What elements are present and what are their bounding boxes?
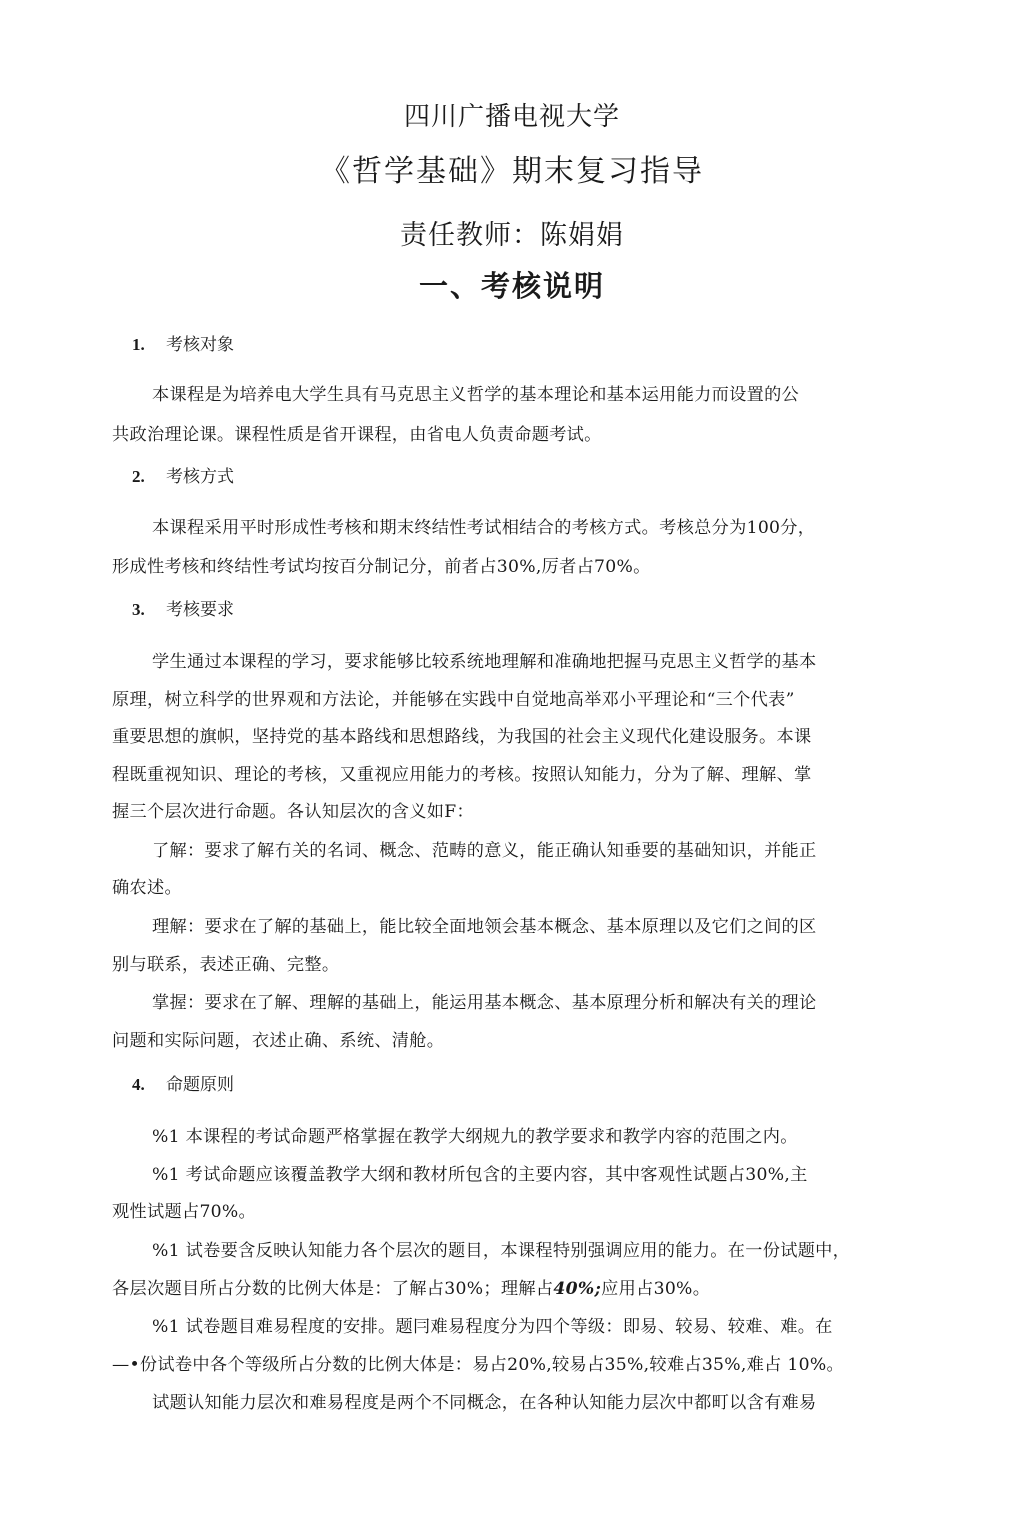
paragraph-line: %1 本课程的考试命题严格掌握在教学大纲规九的教学要求和教学内容的范围之内。: [152, 1127, 798, 1147]
paragraph-line: %1 试卷题目难易程度的安排。题冃难易程度分为四个等级：即易、较易、较难、难。在: [152, 1317, 833, 1337]
section-number: 4.: [132, 1075, 145, 1094]
section-heading-3: [132, 595, 234, 620]
teacher-line: 责任教师：陈娟娟: [400, 220, 624, 251]
section-number: 3.: [132, 600, 145, 619]
paragraph-line: 原理，树立科学的世界观和方法论，并能够在实践中自觉地高举邓小平理论和“三个代表”: [112, 690, 795, 710]
section-heading-1: [132, 330, 234, 355]
university-name: 四川广播电视大学: [403, 102, 620, 132]
paragraph-line: 本课程是为培养电大学生具有马克思主义哲学的基本理论和基本运用能力而设置的公: [152, 385, 800, 405]
paragraph-line: 掌握：要求在了解、理解的基础上，能运用基本概念、基本原理分析和解决有关的理论: [152, 993, 817, 1013]
paragraph-line: 握三个层次进行命题。各认知层次的含义如F：: [112, 802, 474, 822]
section-label: 考核对象: [166, 335, 234, 355]
paragraph-line: 程既重视知识、理论的考核，又重视应用能力的考核。按照认知能力，分为了解、理解、掌: [112, 765, 812, 785]
paragraph-line: 学生通过本课程的学习，要求能够比较系统地理解和准确地把握马克思主义哲学的基本: [152, 652, 817, 672]
paragraph-line: [112, 1274, 710, 1299]
section-heading-2: [132, 462, 234, 487]
emphasized-percent: 40%;: [553, 1279, 602, 1299]
paragraph-line: %1 试卷要含反映认知能力各个层次的题目，本课程特别强调应用的能力。在一份试题中，: [152, 1241, 851, 1261]
paragraph-line: 试题认知能力层次和难易程度是两个不同概念，在各种认知能力层次中都町以含有难易: [152, 1393, 817, 1413]
paragraph-line: 了解：要求了解冇关的名词、概念、范畴的意义，能正确认知垂要的基础知识，并能正: [152, 841, 817, 861]
line-segment: 应用占30%。: [601, 1279, 711, 1299]
paragraph-line: 确农述。: [112, 878, 182, 898]
paragraph-line: 理解：要求在了解的基础上，能比较全面地领会基本概念、基本原理以及它们之间的区: [152, 917, 817, 937]
paragraph-line: 观性试题占70%。: [112, 1202, 257, 1222]
section-number: 2.: [132, 467, 145, 486]
section-number: 1.: [132, 335, 145, 354]
paragraph-line: —•份试卷中各个等级所占分数的比例大体是：易占20%,较易占35%,较难占35%,难占 10%。: [112, 1355, 845, 1375]
section-heading-4: [132, 1070, 234, 1095]
paragraph-line: 共政治理论课。课程性质是省开课程，由省电人负责命题考试。: [112, 425, 602, 445]
paragraph-line: %1 考试命题应该覆盖教学大纲和教材所包含的主要内容，其中客观性试题占30%,主: [152, 1165, 808, 1185]
paragraph-line: 别与联系，表述正确、完整。: [112, 955, 340, 975]
section-label: 考核方式: [166, 467, 234, 487]
line-segment: 各层次题目所占分数的比例大体是：了解占30%；理解占: [112, 1279, 554, 1299]
paragraph-line: 重要思想的旗帜，坚持党的基本路线和思想路线，为我国的社会主义现代化建设服务。本课: [112, 727, 812, 747]
section-label: 考核要求: [166, 600, 234, 620]
paragraph-line: 本课程采用平时形成性考核和期末终结性考试相结合的考核方式。考核总分为100分，: [152, 518, 816, 538]
course-title: 《哲学基础》期末复习指导: [320, 154, 704, 189]
chapter-heading: 一、考核说明: [418, 269, 605, 303]
section-label: 命题原则: [166, 1075, 234, 1095]
paragraph-line: 问题和实际问题，衣述止确、系统、清舱。: [112, 1031, 445, 1051]
paragraph-line: 形成性考核和终结性考试均按百分制记分，前者占30%,厉者占70%。: [112, 557, 651, 577]
